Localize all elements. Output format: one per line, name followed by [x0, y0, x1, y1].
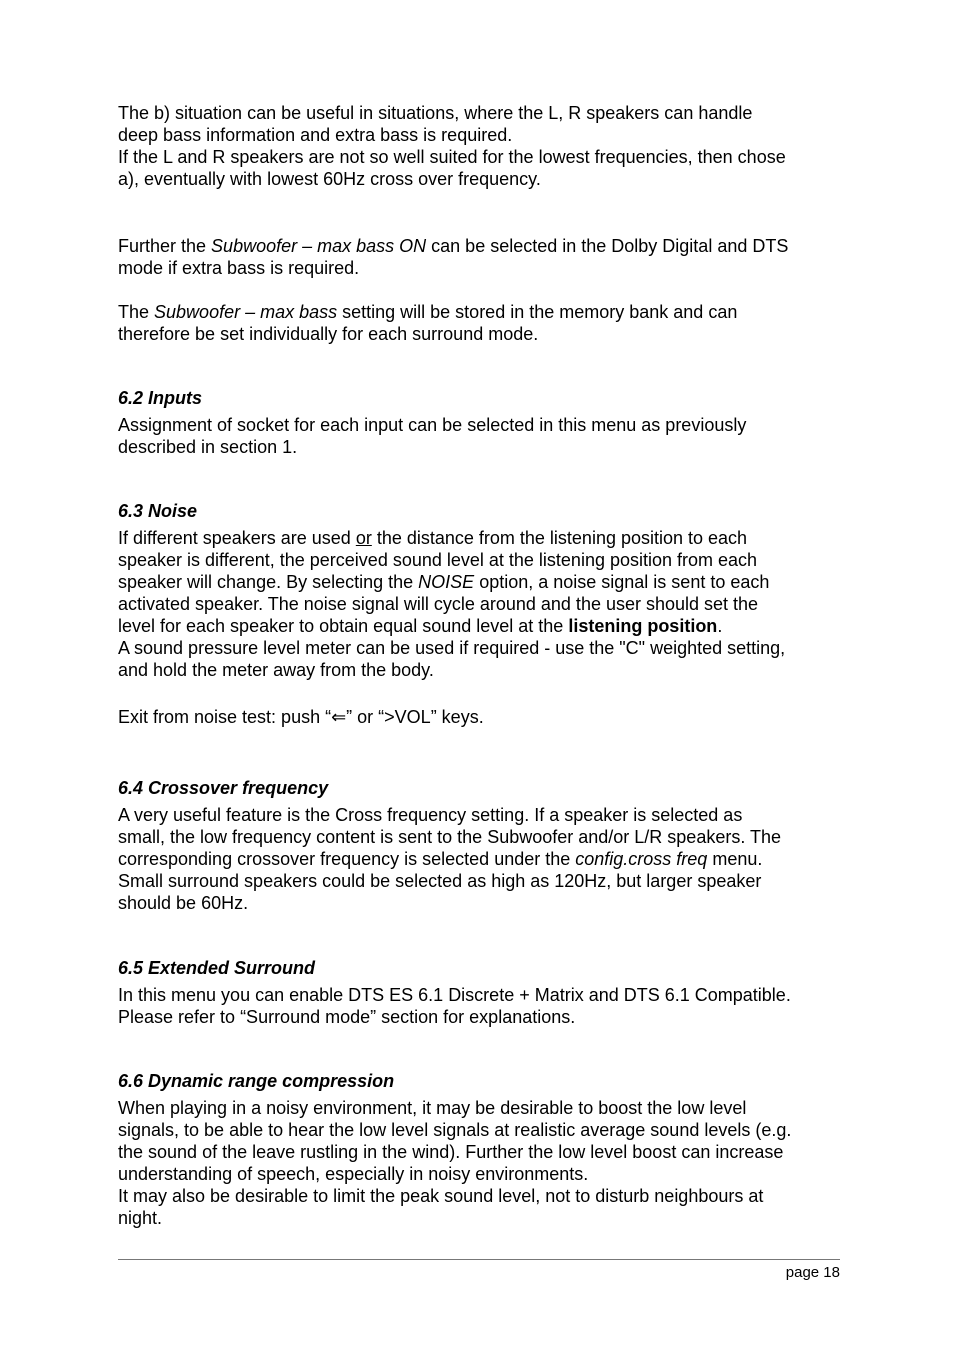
text-line: small, the low frequency content is sent to the Subwoofer and/or L/R speakers. The	[118, 827, 782, 847]
bold-run: listening position	[568, 616, 718, 636]
text-line	[118, 848, 840, 870]
text-line	[118, 235, 840, 257]
text-line: described in section 1.	[118, 437, 298, 457]
text-line: therefore be set individually for each surround mode.	[118, 324, 539, 344]
text-line	[118, 571, 840, 593]
text-line: Please refer to “Surround mode” section for explanations.	[118, 1007, 576, 1027]
text-run: .	[717, 616, 723, 636]
text-run: level for each speaker to obtain equal sound level at the	[118, 616, 569, 636]
section-heading-noise: 6.3 Noise	[118, 501, 198, 521]
section-heading-dynamic-range: 6.6 Dynamic range compression	[118, 1071, 395, 1091]
text-line: should be 60Hz.	[118, 893, 249, 913]
further-paragraph	[118, 235, 840, 279]
text-run: the distance from the listening position to each	[371, 528, 748, 548]
text-run: menu.	[707, 849, 763, 869]
text-line: It may also be desirable to limit the peak sound level, not to disturb neighbours at	[118, 1186, 764, 1206]
document-page	[118, 0, 840, 1351]
extended-paragraph	[118, 984, 840, 1028]
text-line: Exit from noise test: push “⇐” or “>VOL” keys.	[118, 707, 484, 727]
stored-paragraph	[118, 301, 840, 345]
text-run: setting will be stored in the memory bank and can	[337, 302, 738, 322]
text-run: corresponding crossover frequency is selected under the	[118, 849, 576, 869]
text-line: A sound pressure level meter can be used if required - use the "C" weighted setting,	[118, 638, 786, 658]
text-line: mode if extra bass is required.	[118, 258, 360, 278]
text-line: speaker is different, the perceived sound level at the listening position from each	[118, 550, 758, 570]
text-line: The b) situation can be useful in situations, where the L, R speakers can handle	[118, 103, 753, 123]
underlined-run: or	[355, 528, 372, 548]
text-line: If the L and R speakers are not so well suited for the lowest frequencies, then chose	[118, 147, 786, 167]
text-line: activated speaker. The noise signal will cycle around and the user should set the	[118, 594, 759, 614]
intro-paragraph	[118, 102, 840, 190]
crossover-paragraph	[118, 804, 840, 914]
text-line	[118, 301, 840, 323]
text-run: can be selected in the Dolby Digital and DTS	[426, 236, 789, 256]
section-heading-crossover: 6.4 Crossover frequency	[118, 778, 329, 798]
text-line: signals, to be able to hear the low level signals at realistic average sound levels (e.g.	[118, 1120, 792, 1140]
italic-run: config.cross freq	[575, 849, 708, 869]
text-run: Further the	[118, 236, 212, 256]
text-line: the sound of the leave rustling in the wind). Further the low level boost can increase	[118, 1142, 784, 1162]
text-line: A very useful feature is the Cross frequency setting. If a speaker is selected as	[118, 805, 743, 825]
italic-run: Subwoofer – max bass ON	[211, 236, 427, 256]
noise-exit-paragraph	[118, 706, 840, 728]
text-line: and hold the meter away from the body.	[118, 660, 434, 680]
text-line	[118, 615, 840, 637]
section-heading-inputs: 6.2 Inputs	[118, 388, 203, 408]
text-run: speaker will change. By selecting the	[118, 572, 419, 592]
italic-run: Subwoofer – max bass	[154, 302, 338, 322]
text-run: If different speakers are used	[118, 528, 356, 548]
text-run: The	[118, 302, 155, 322]
text-line: night.	[118, 1208, 163, 1228]
text-line: deep bass information and extra bass is required.	[118, 125, 513, 145]
text-line: In this menu you can enable DTS ES 6.1 Discrete + Matrix and DTS 6.1 Compatible.	[118, 985, 791, 1005]
footer-divider	[118, 1259, 840, 1260]
text-line: When playing in a noisy environment, it may be desirable to boost the low level	[118, 1098, 747, 1118]
inputs-paragraph	[118, 414, 840, 458]
drc-paragraph	[118, 1097, 840, 1229]
italic-run: NOISE	[418, 572, 475, 592]
text-line	[118, 527, 840, 549]
noise-paragraph	[118, 527, 840, 681]
text-line: a), eventually with lowest 60Hz cross over frequency.	[118, 169, 541, 189]
section-heading-extended-surround: 6.5 Extended Surround	[118, 958, 316, 978]
text-line: Small surround speakers could be selected as high as 120Hz, but larger speaker	[118, 871, 762, 891]
text-run: option, a noise signal is sent to each	[474, 572, 770, 592]
text-line: Assignment of socket for each input can be selected in this menu as previously	[118, 415, 747, 435]
text-line: understanding of speech, especially in noisy environments.	[118, 1164, 589, 1184]
page-number: page 18	[785, 1264, 840, 1281]
